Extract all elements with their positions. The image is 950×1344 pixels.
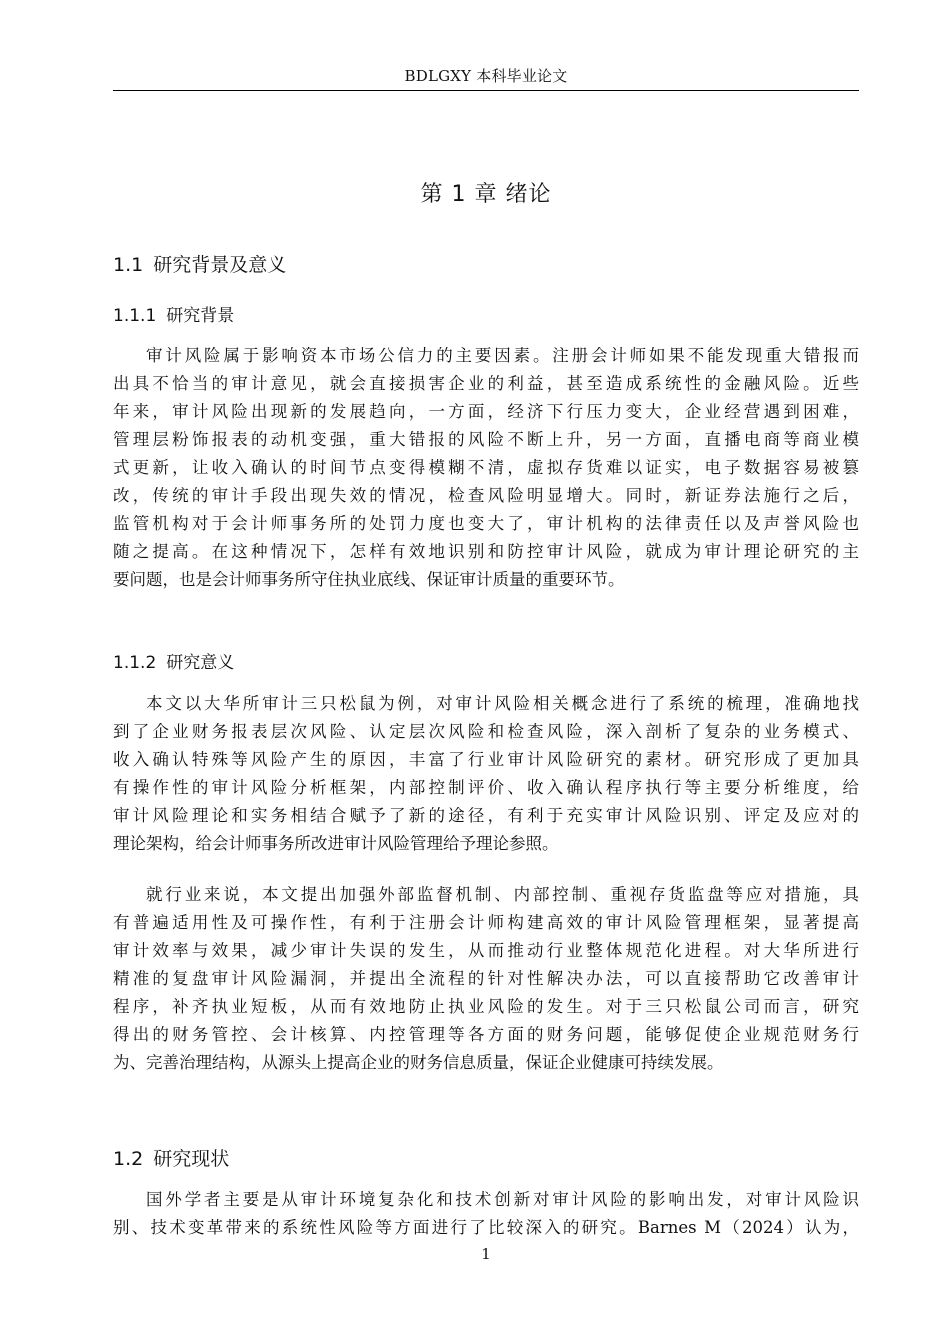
section-heading-1-2 [113,1146,229,1172]
subsection-heading-1-1-1 [113,304,234,328]
paragraph-line: 出具不恰当的审计意见，就会直接损害企业的利益，甚至造成系统性的金融风险。近些 [113,374,859,393]
paragraph-line: 要问题，也是会计师事务所守住执业底线、保证审计质量的重要环节。 [113,570,625,589]
section-title-text: 研究现状 [153,1148,230,1170]
paragraph-research-status [113,1186,859,1242]
chapter-title: 第 1 章 绪论 [420,182,552,207]
paragraph-line: 审计风险理论和实务相结合赋予了新的途径，有利于充实审计风险识别、评定及应对的 [113,806,859,825]
paragraph-line: 审计风险属于影响资本市场公信力的主要因素。注册会计师如果不能发现重大错报而 [146,346,859,365]
running-header: BDLGXY 本科毕业论文 [404,67,568,85]
paragraph-line: 审计效率与效果，减少审计失误的发生，从而推动行业整体规范化进程。对大华所进行 [113,941,859,960]
paragraph-line: 本文以大华所审计三只松鼠为例，对审计风险相关概念进行了系统的梳理，准确地找 [146,694,859,713]
header-rule [113,90,859,91]
paragraph-line: 到了企业财务报表层次风险、认定层次风险和检查风险，深入剖析了复杂的业务模式、 [113,722,859,741]
paragraph-significance-academic [113,690,859,858]
paragraph-background [113,342,859,594]
section-title-text: 研究背景及意义 [153,254,287,276]
paragraph-line: 式更新，让收入确认的时间节点变得模糊不清，虚拟存货难以证实，电子数据容易被篡 [113,458,859,477]
subsection-title-text: 研究背景 [166,306,235,326]
paragraph-line: 年来，审计风险出现新的发展趋向，一方面，经济下行压力变大，企业经营遇到困难， [113,402,859,421]
subsection-number: 1.1.1 [113,306,157,326]
section-number: 1.1 [113,254,144,276]
paragraph-line: 监管机构对于会计师事务所的处罚力度也变大了，审计机构的法律责任以及声誉风险也 [113,514,859,533]
paragraph-line: 得出的财务管控、会计核算、内控管理等各方面的财务问题，能够促使企业规范财务行 [113,1025,859,1044]
subsection-title-text: 研究意义 [166,653,235,673]
paragraph-line: 就行业来说，本文提出加强外部监督机制、内部控制、重视存货监盘等应对措施，具 [146,885,859,904]
paragraph-line: 精准的复盘审计风险漏洞，并提出全流程的针对性解决办法，可以直接帮助它改善审计 [113,969,859,988]
paragraph-line: 管理层粉饰报表的动机变强，重大错报的风险不断上升，另一方面，直播电商等商业模 [113,430,859,449]
paragraph-significance-practical [113,881,859,1077]
paragraph-line: 程序，补齐执业短板，从而有效地防止执业风险的发生。对于三只松鼠公司而言，研究 [113,997,859,1016]
paragraph-line: 随之提高。在这种情况下，怎样有效地识别和防控审计风险，就成为审计理论研究的主 [113,542,859,561]
section-number: 1.2 [113,1148,144,1170]
paragraph-line: 为、完善治理结构，从源头上提高企业的财务信息质量，保证企业健康可持续发展。 [113,1053,724,1072]
paragraph-line: 别、技术变革带来的系统性风险等方面进行了比较深入的研究。Barnes M（2024）认为， [113,1218,859,1237]
paragraph-line: 国外学者主要是从审计环境复杂化和技术创新对审计风险的影响出发，对审计风险识 [146,1190,859,1209]
page-number: 1 [481,1245,491,1263]
paragraph-line: 收入确认特殊等风险产生的原因，丰富了行业审计风险研究的素材。研究形成了更加具 [113,750,859,769]
section-heading-1-1 [113,252,286,278]
paragraph-line: 改，传统的审计手段出现失效的情况，检查风险明显增大。同时，新证券法施行之后， [113,486,859,505]
paragraph-line: 有操作性的审计风险分析框架，内部控制评价、收入确认程序执行等主要分析维度，给 [113,778,859,797]
paragraph-line: 有普遍适用性及可操作性，有利于注册会计师构建高效的审计风险管理框架，显著提高 [113,913,859,932]
subsection-heading-1-1-2 [113,651,234,675]
subsection-number: 1.1.2 [113,653,157,673]
paragraph-line: 理论架构，给会计师事务所改进审计风险管理给予理论参照。 [113,834,559,853]
